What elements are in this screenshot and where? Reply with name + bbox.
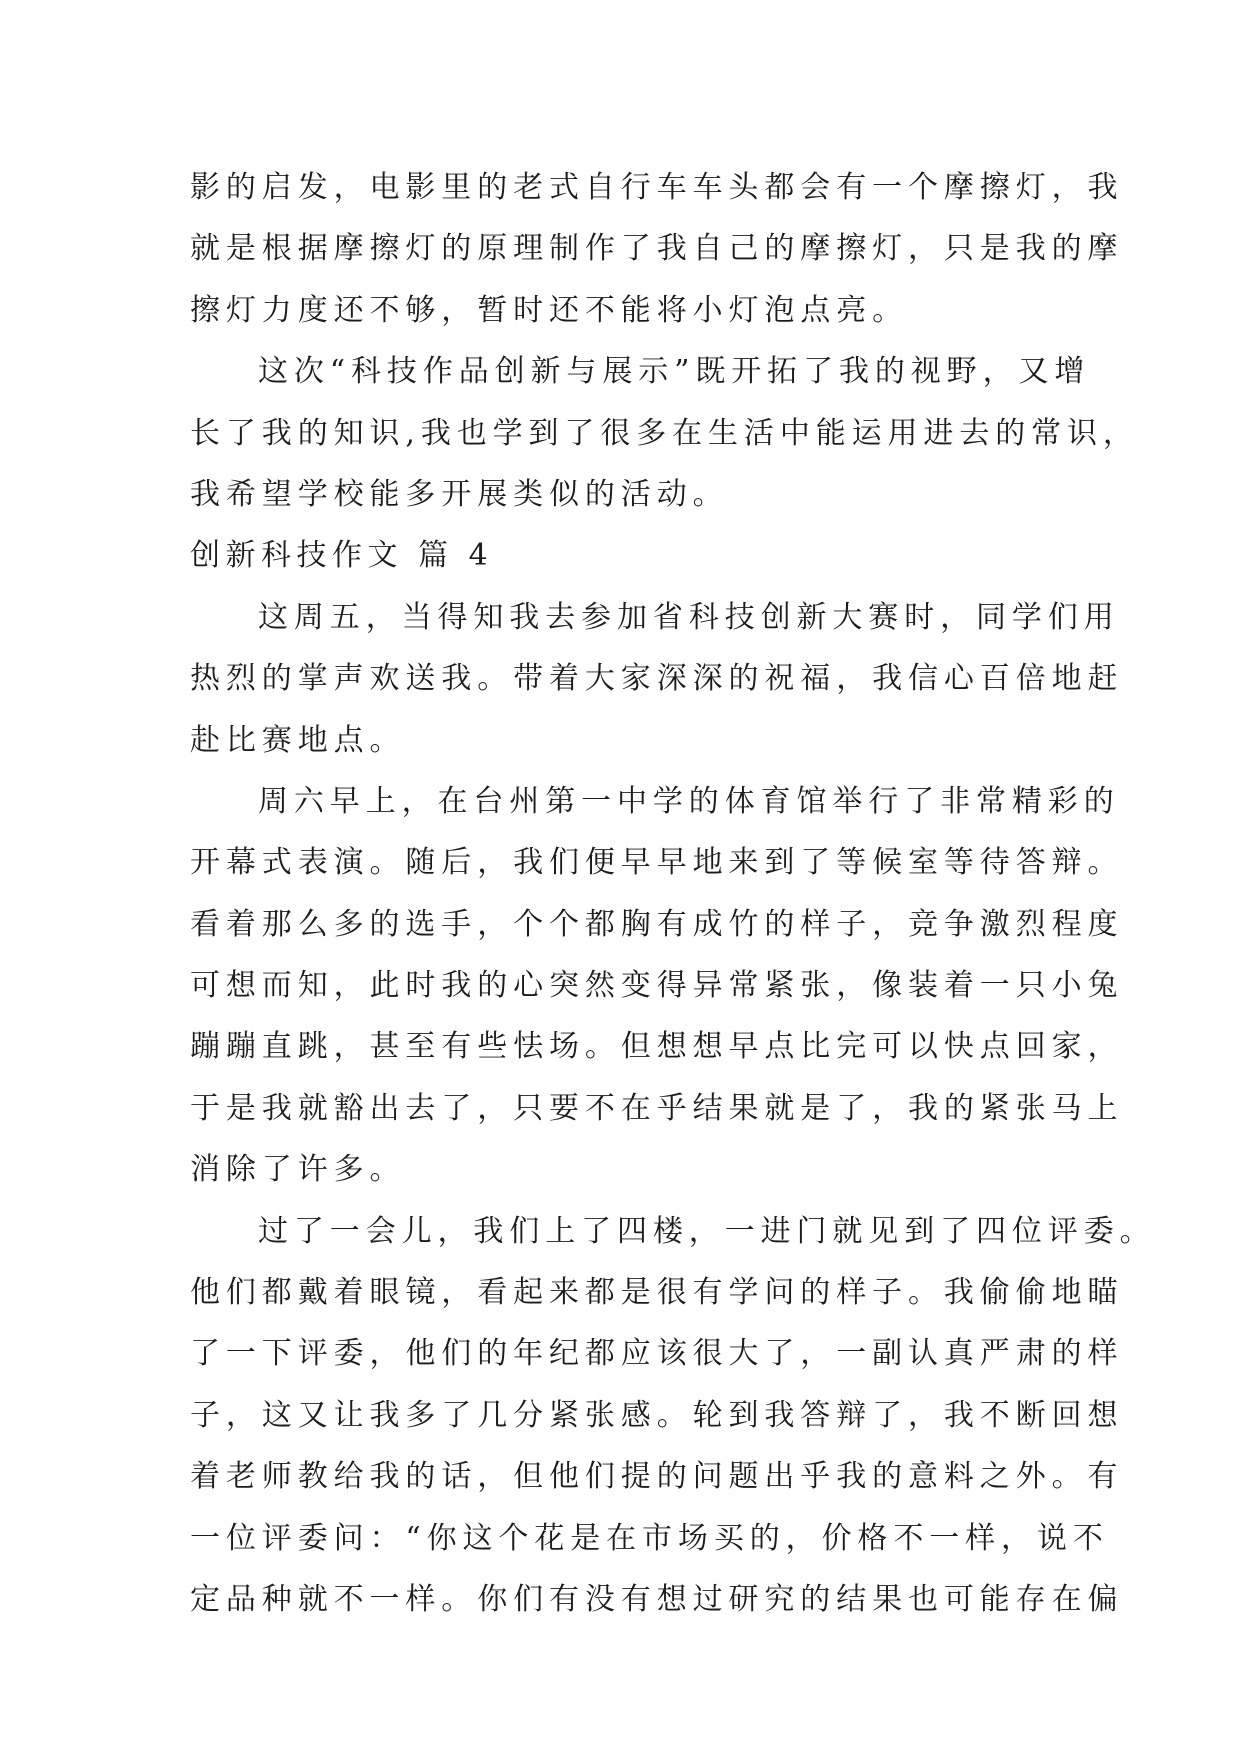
document-body [190,157,1156,1630]
text-line: 他们都戴着眼镜，看起来都是很有学问的样子。我偷偷地瞄 [190,1275,1124,1311]
text-line: 赴比赛地点。 [190,722,406,758]
text-line: 看着那么多的选手，个个都胸有成竹的样子，竞争激烈程度 [190,906,1124,942]
paragraph-continued [190,157,1124,341]
text-line: 我希望学校能多开展类似的活动。 [190,476,729,512]
text-line: 消除了许多。 [190,1152,406,1188]
paragraph-summary [190,341,1139,525]
text-line: 就是根据摩擦灯的原理制作了我自己的摩擦灯，只是我的摩 [190,231,1124,267]
text-line: 定品种就不一样。你们有没有想过研究的结果也可能存在偏 [190,1581,1124,1617]
paragraph-saturday [190,771,1124,1201]
paragraph-friday [190,587,1124,771]
text-line: 过了一会儿，我们上了四楼，一进门就见到了四位评委。 [258,1213,1156,1249]
text-line: 着老师教给我的话，但他们提的问题出乎我的意料之外。有 [190,1459,1124,1495]
text-line: 可想而知，此时我的心突然变得异常紧张，像装着一只小兔 [190,968,1124,1004]
text-line: 影的启发，电影里的老式自行车车头都会有一个摩擦灯，我 [190,170,1124,205]
text-line: 擦灯力度还不够，暂时还不能将小灯泡点亮。 [190,292,908,328]
text-line: 热烈的掌声欢送我。带着大家深深的祝福，我信心百倍地赶 [190,661,1124,697]
text-line: 子，这又让我多了几分紧张感。轮到我答辩了，我不断回想 [190,1397,1124,1433]
text-line: 这次“科技作品创新与展示”既开拓了我的视野，又增 [258,354,1091,390]
text-line: 长了我的知识,我也学到了很多在生活中能运用进去的常识， [190,415,1139,451]
text-line: 一位评委问：“你这个花是在市场买的，价格不一样，说不 [190,1520,1109,1556]
text-line: 于是我就豁出去了，只要不在乎结果就是了，我的紧张马上 [190,1090,1124,1126]
text-line: 这周五，当得知我去参加省科技创新大赛时，同学们用 [258,599,1120,635]
text-line: 开幕式表演。随后，我们便早早地来到了等候室等待答辩。 [190,845,1124,881]
paragraph-judges [190,1201,1156,1631]
text-line: 周六早上，在台州第一中学的体育馆举行了非常精彩的 [258,783,1120,819]
text-line: 蹦蹦直跳，甚至有些怯场。但想想早点比完可以快点回家， [190,1029,1124,1065]
section-heading: 创新科技作文 篇 4 [190,538,494,574]
text-line: 了一下评委，他们的年纪都应该很大了，一副认真严肃的样 [190,1336,1124,1372]
